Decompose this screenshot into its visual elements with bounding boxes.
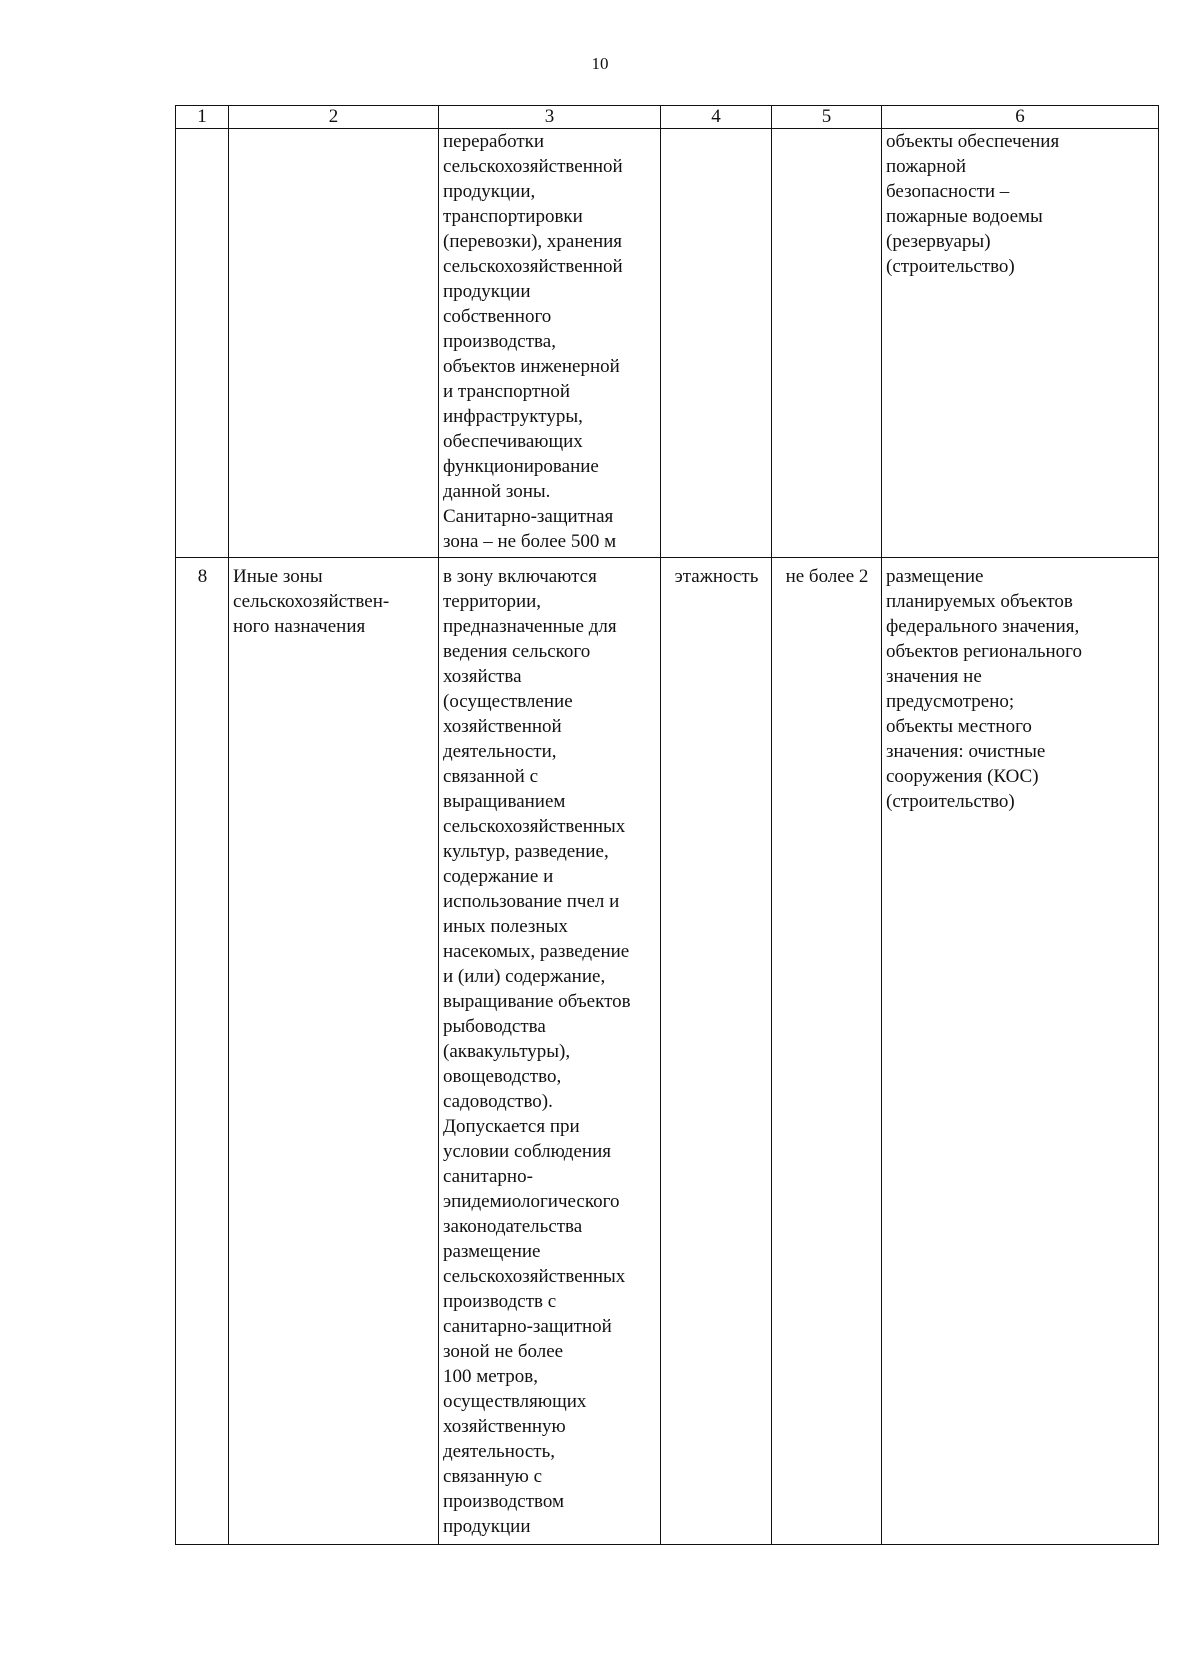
table-row xyxy=(176,558,1159,1545)
zone-description-cell-line: использование пчел и xyxy=(443,891,620,912)
zone-description-cell-line: садоводство). xyxy=(443,1091,553,1112)
zone-description-cell-line: предназначенные для xyxy=(443,616,617,637)
planned-objects-cell-line: пожарной xyxy=(886,156,967,177)
planned-objects-cell-line: (строительство) xyxy=(886,256,1015,277)
zone-description-cell-line: производств с xyxy=(443,1291,557,1312)
zone-description-cell-line: размещение xyxy=(443,1241,541,1262)
table-header-row xyxy=(176,106,1159,129)
zone-description-cell-line: хозяйства xyxy=(443,666,522,687)
zone-description-cell-line: выращиванием xyxy=(443,791,566,812)
planned-objects-cell-line: объектов регионального xyxy=(886,641,1083,662)
zone-name-cell-line: ного назначения xyxy=(233,616,366,637)
zone-description-cell-line: иных полезных xyxy=(443,916,568,937)
zone-description-cell-line: овощеводство, xyxy=(443,1066,562,1087)
planned-objects-cell xyxy=(882,558,1159,1545)
zone-description-cell-line: зона – не более 500 м xyxy=(443,531,617,552)
table-body xyxy=(176,129,1159,1545)
zone-description-cell-line: сельскохозяйственных xyxy=(443,816,626,837)
zone-description-cell-line: сельскохозяйственных xyxy=(443,1266,626,1287)
zone-description-cell-line: 100 метров, xyxy=(443,1366,538,1387)
zone-description-cell-line: деятельность, xyxy=(443,1441,556,1462)
zone-description-cell xyxy=(439,129,661,558)
column-header: 6 xyxy=(882,106,1159,129)
planned-objects-cell-line: размещение xyxy=(886,566,984,587)
parameter-cell: этажность xyxy=(661,558,772,1545)
zone-description-cell-line: деятельности, xyxy=(443,741,557,762)
zone-description-cell-line: инфраструктуры, xyxy=(443,406,583,427)
zone-description-cell-line: связанную с xyxy=(443,1466,543,1487)
zone-description-cell-line: санитарно- xyxy=(443,1166,533,1187)
zone-description-cell-line: содержание и xyxy=(443,866,554,887)
planned-objects-cell-line: (резервуары) xyxy=(886,231,991,252)
zone-description-cell-line: и (или) содержание, xyxy=(443,966,606,987)
zone-description-cell-line: продукции xyxy=(443,281,531,302)
zone-description-cell-line: производства, xyxy=(443,331,556,352)
zone-description-cell-line: данной зоны. xyxy=(443,481,551,502)
zone-description-cell-line: связанной с xyxy=(443,766,539,787)
zone-name-cell-line: Иные зоны xyxy=(233,566,323,587)
zone-description-cell-line: объектов инженерной xyxy=(443,356,620,377)
zone-number-cell xyxy=(176,129,229,558)
zone-description-cell-line: ведения сельского xyxy=(443,641,591,662)
zone-description-cell-line: осуществляющих xyxy=(443,1391,587,1412)
zone-description-cell-line: продукции, xyxy=(443,181,536,202)
zone-description-cell-line: функционирование xyxy=(443,456,599,477)
zone-description-cell-line: выращивание объектов xyxy=(443,991,631,1012)
zone-description-cell-line: производством xyxy=(443,1491,565,1512)
zone-description-cell-line: (осуществление xyxy=(443,691,573,712)
column-header: 5 xyxy=(772,106,882,129)
table-row xyxy=(176,129,1159,558)
zone-description-cell-line: собственного xyxy=(443,306,552,327)
zone-description-cell-line: продукции xyxy=(443,1516,531,1537)
zone-description-cell-line: (аквакультуры), xyxy=(443,1041,571,1062)
zone-description-cell-line: транспортировки xyxy=(443,206,583,227)
planned-objects-cell-line: пожарные водоемы xyxy=(886,206,1043,227)
planned-objects-cell-line: безопасности – xyxy=(886,181,1010,202)
parameter-value-cell xyxy=(772,129,882,558)
zone-description-cell xyxy=(439,558,661,1545)
zone-description-cell-line: в зону включаются xyxy=(443,566,597,587)
zone-description-cell-line: сельскохозяйственной xyxy=(443,156,623,177)
column-header: 2 xyxy=(229,106,439,129)
zone-description-cell-line: санитарно-защитной xyxy=(443,1316,612,1337)
zone-name-cell xyxy=(229,558,439,1545)
zone-description-cell-line: зоной не более xyxy=(443,1341,564,1362)
zone-description-cell-line: Допускается при xyxy=(443,1116,580,1137)
zone-description-cell-line: территории, xyxy=(443,591,542,612)
planned-objects-cell-line: объекты обеспечения xyxy=(886,131,1060,152)
zone-number-cell: 8 xyxy=(176,558,229,1545)
zone-description-cell-line: культур, разведение, xyxy=(443,841,609,862)
zone-description-cell-line: рыбоводства xyxy=(443,1016,546,1037)
planned-objects-cell-line: федерального значения, xyxy=(886,616,1080,637)
zone-description-cell-line: сельскохозяйственной xyxy=(443,256,623,277)
page-number: 10 xyxy=(591,54,609,73)
zone-description-cell-line: Санитарно-защитная xyxy=(443,506,614,527)
column-header: 4 xyxy=(661,106,772,129)
column-header: 1 xyxy=(176,106,229,129)
planned-objects-cell-line: значения: очистные xyxy=(886,741,1046,762)
zone-description-cell-line: хозяйственной xyxy=(443,716,562,737)
zone-name-cell xyxy=(229,129,439,558)
zone-description-cell-line: (перевозки), хранения xyxy=(443,231,623,252)
zoning-table xyxy=(175,105,1159,1545)
zone-description-cell-line: обеспечивающих xyxy=(443,431,583,452)
zone-description-cell-line: эпидемиологического xyxy=(443,1191,620,1212)
planned-objects-cell xyxy=(882,129,1159,558)
zone-description-cell-line: насекомых, разведение xyxy=(443,941,630,962)
planned-objects-cell-line: предусмотрено; xyxy=(886,691,1015,712)
planned-objects-cell-line: значения не xyxy=(886,666,982,687)
zone-description-cell-line: и транспортной xyxy=(443,381,571,402)
planned-objects-cell-line: сооружения (КОС) xyxy=(886,766,1039,787)
zone-description-cell-line: хозяйственную xyxy=(443,1416,566,1437)
parameter-cell xyxy=(661,129,772,558)
planned-objects-cell-line: (строительство) xyxy=(886,791,1015,812)
column-header: 3 xyxy=(439,106,661,129)
planned-objects-cell-line: объекты местного xyxy=(886,716,1032,737)
zone-name-cell-line: сельскохозяйствен- xyxy=(233,591,390,612)
zone-description-cell-line: законодательства xyxy=(443,1216,583,1237)
parameter-value-cell: не более 2 xyxy=(772,558,882,1545)
zone-description-cell-line: условии соблюдения xyxy=(443,1141,611,1162)
planned-objects-cell-line: планируемых объектов xyxy=(886,591,1073,612)
zone-description-cell-line: переработки xyxy=(443,131,545,152)
